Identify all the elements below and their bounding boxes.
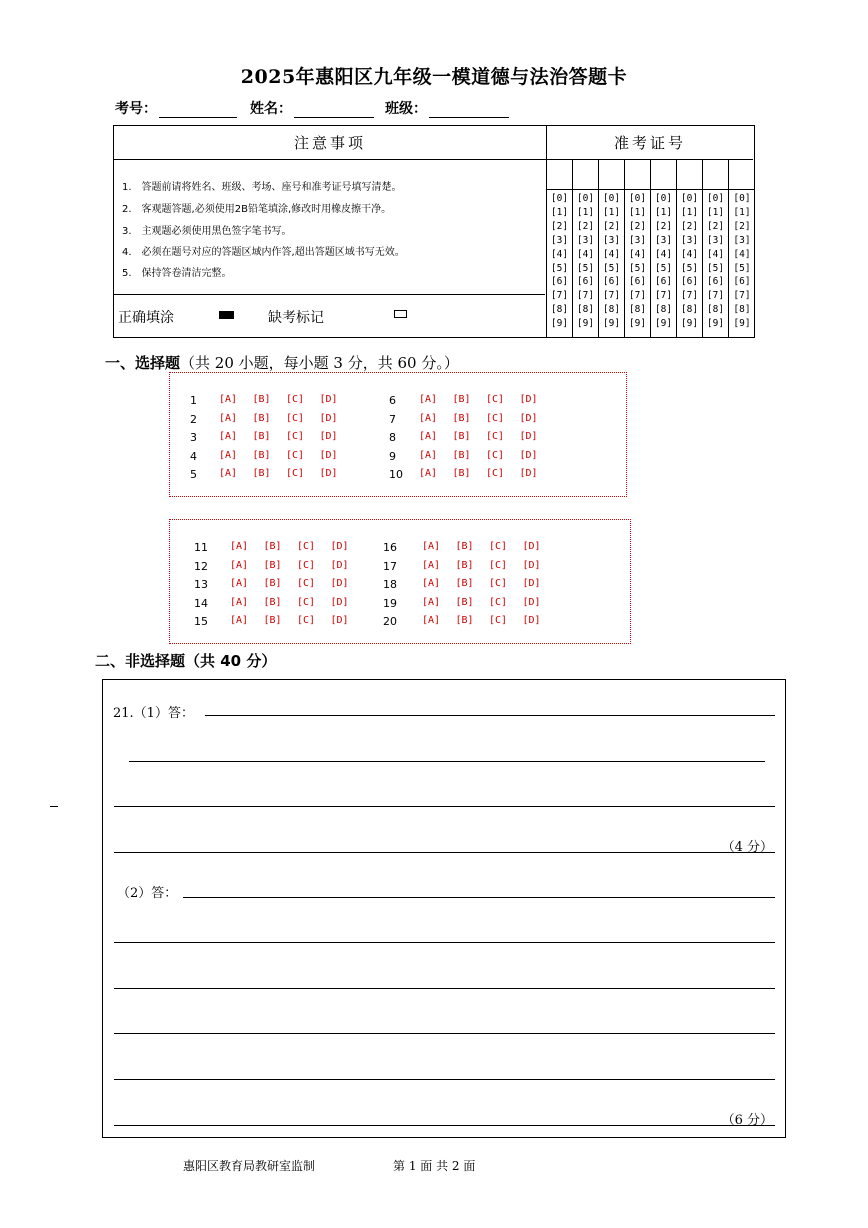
admission-digit-box[interactable] (703, 160, 728, 190)
option-bubble-c[interactable]: [C] (486, 449, 505, 461)
admission-column (677, 160, 703, 337)
option-bubble-b[interactable]: [B] (252, 412, 271, 424)
admission-digit-bubble[interactable]: [1] (576, 206, 595, 218)
option-bubble-d[interactable]: [D] (330, 559, 349, 571)
option-bubble-a[interactable]: [A] (422, 541, 441, 552)
question-number: 16 (383, 541, 397, 554)
exam-no-field[interactable] (115, 98, 237, 118)
name-field[interactable] (250, 98, 374, 118)
admission-digit-bubble[interactable]: [8] (680, 304, 699, 316)
class-label: 班级： (385, 101, 427, 117)
option-bubble-c[interactable]: [C] (489, 559, 508, 571)
page-title: 2025年惠阳区九年级一模道德与法治答题卡 (240, 66, 628, 88)
option-bubble-a[interactable]: [A] (422, 596, 441, 608)
admission-digit-bubble[interactable]: [8] (602, 304, 621, 316)
option-bubble-c[interactable]: [C] (286, 394, 305, 405)
question-number: 6 (389, 394, 396, 407)
question-number: 3 (190, 431, 197, 444)
admission-digit-bubble[interactable]: [6] (628, 276, 647, 288)
admission-digit-bubble[interactable]: [0] (733, 193, 751, 204)
answer-line[interactable] (114, 1079, 775, 1080)
admission-digit-bubble[interactable]: [6] (706, 276, 725, 288)
admission-digit-bubble[interactable]: [0] (706, 193, 725, 204)
question-number: 9 (389, 449, 396, 463)
choice-block-1 (169, 372, 627, 497)
option-bubble-b[interactable]: [B] (452, 449, 471, 461)
question-number: 2 (190, 412, 197, 426)
option-bubble-a[interactable]: [A] (219, 431, 238, 442)
option-bubble-c[interactable]: [C] (489, 541, 508, 552)
option-bubble-d[interactable]: [D] (522, 615, 541, 626)
admission-grid (547, 160, 753, 337)
answer-line[interactable] (114, 1125, 775, 1126)
admission-digit-bubble[interactable]: [8] (550, 304, 569, 316)
admission-digit-bubble[interactable]: [1] (733, 206, 751, 218)
option-bubble-c[interactable]: [C] (297, 578, 316, 589)
question-number: 20 (383, 615, 397, 628)
admission-digit-bubble[interactable]: [9] (733, 318, 751, 330)
question-number: 14 (194, 596, 208, 610)
footer-issuer: 惠阳区教育局教研室监制 (183, 1159, 316, 1173)
note-item: 3. 主观题必须使用黑色签字笔书写。 (122, 226, 292, 237)
admission-digit-bubble[interactable]: [4] (602, 248, 621, 260)
option-bubble-b[interactable]: [B] (252, 468, 271, 479)
option-bubble-b[interactable]: [B] (455, 596, 474, 608)
note-item: 1. 答题前请将姓名、班级、考场、座号和准考证号填写清楚。 (122, 182, 402, 193)
admission-digit-bubble[interactable]: [9] (602, 318, 621, 330)
admission-digit-bubble[interactable]: [2] (550, 220, 569, 232)
footer-page: 第 1 面 共 2 面 (393, 1159, 476, 1173)
section1-note: （共 20 小题，每小题 3 分，共 60 分。） (180, 354, 459, 372)
option-bubble-d[interactable]: [D] (522, 541, 541, 552)
option-bubble-b[interactable]: [B] (452, 431, 471, 442)
admission-digit-bubble[interactable]: [5] (706, 262, 725, 274)
admission-digit-bubble[interactable]: [5] (733, 262, 751, 274)
option-bubble-b[interactable]: [B] (263, 578, 282, 589)
admission-digit-bubble[interactable]: [7] (628, 290, 647, 302)
q21-2-label: （2）答： (117, 886, 178, 901)
question-number: 18 (383, 578, 397, 591)
option-bubble-c[interactable]: [C] (286, 412, 305, 424)
admission-digit-box[interactable] (729, 160, 755, 190)
admission-column (729, 160, 755, 337)
correct-fill-label: 正确填涂 (118, 310, 174, 326)
absent-mark-checkbox[interactable] (394, 310, 407, 318)
question-number: 15 (194, 615, 208, 628)
q21-1-label: 21.（1）答： (113, 706, 194, 721)
admission-digit-bubble[interactable]: [5] (576, 262, 595, 274)
admission-digit-bubble[interactable]: [2] (602, 220, 621, 232)
admission-digit-bubble[interactable]: [7] (550, 290, 569, 302)
answer-line[interactable] (114, 988, 775, 989)
admission-digit-bubble[interactable]: [3] (706, 234, 725, 246)
admission-digit-bubble[interactable]: [6] (733, 276, 751, 288)
notes-panel (114, 126, 547, 337)
admission-digit-box[interactable] (677, 160, 702, 190)
fill-legend (114, 294, 545, 337)
admission-digit-bubble[interactable]: [0] (602, 193, 621, 204)
admission-digit-bubble[interactable]: [8] (733, 304, 751, 316)
q21-1-score: （4 分） (721, 840, 773, 855)
admission-digit-bubble[interactable]: [3] (680, 234, 699, 246)
choice-block-2 (169, 519, 631, 644)
option-bubble-b[interactable]: [B] (452, 394, 471, 405)
name-label: 姓名： (250, 101, 292, 117)
option-bubble-a[interactable]: [A] (230, 559, 249, 571)
admission-digit-bubble[interactable]: [2] (654, 220, 673, 232)
option-bubble-b[interactable]: [B] (452, 468, 471, 479)
admission-digit-bubble[interactable]: [3] (576, 234, 595, 246)
answer-line[interactable] (114, 852, 775, 853)
admission-digit-box[interactable] (547, 160, 572, 190)
admission-digit-bubble[interactable]: [7] (706, 290, 725, 302)
option-bubble-a[interactable]: [A] (219, 468, 238, 479)
admission-digit-bubble[interactable]: [3] (733, 234, 751, 246)
question-number: 1 (190, 394, 197, 407)
option-bubble-d[interactable]: [D] (519, 431, 538, 442)
admission-digit-bubble[interactable]: [2] (628, 220, 647, 232)
admission-digit-bubble[interactable]: [1] (628, 206, 647, 218)
admission-column (573, 160, 599, 337)
admission-digit-bubble[interactable]: [3] (654, 234, 673, 246)
admission-digit-bubble[interactable]: [0] (628, 193, 647, 204)
answer-line[interactable] (114, 942, 775, 943)
option-bubble-d[interactable]: [D] (522, 578, 541, 589)
admission-digit-bubble[interactable]: [1] (602, 206, 621, 218)
admission-digit-bubble[interactable]: [4] (654, 248, 673, 260)
question-number: 10 (389, 468, 403, 481)
admission-digit-bubble[interactable]: [4] (576, 248, 595, 260)
question-number: 13 (194, 578, 208, 591)
admission-digit-bubble[interactable]: [6] (602, 276, 621, 288)
option-bubble-c[interactable]: [C] (489, 615, 508, 626)
option-bubble-d[interactable]: [D] (519, 449, 538, 461)
note-item: 4. 必须在题号对应的答题区域内作答,超出答题区域书写无效。 (122, 247, 405, 258)
option-bubble-d[interactable]: [D] (522, 559, 541, 571)
admission-digit-bubble[interactable]: [1] (706, 206, 725, 218)
option-bubble-d[interactable]: [D] (330, 596, 349, 608)
admission-digit-bubble[interactable]: [7] (733, 290, 751, 302)
admission-digit-bubble[interactable]: [6] (550, 276, 569, 288)
answer-box-21 (102, 679, 786, 1138)
name-line (294, 103, 374, 118)
option-bubble-a[interactable]: [A] (422, 578, 441, 589)
option-bubble-d[interactable]: [D] (319, 412, 338, 424)
admission-digit-bubble[interactable]: [3] (602, 234, 621, 246)
answer-line[interactable] (205, 715, 775, 716)
admission-column (547, 160, 573, 337)
option-bubble-d[interactable]: [D] (319, 449, 338, 461)
option-bubble-d[interactable]: [D] (330, 615, 349, 626)
margin-mark (50, 806, 58, 807)
admission-digit-bubble[interactable]: [0] (576, 193, 595, 204)
answer-line[interactable] (183, 897, 775, 898)
question-number: 19 (383, 596, 397, 610)
option-bubble-c[interactable]: [C] (297, 596, 316, 608)
admission-digit-bubble[interactable]: [5] (628, 262, 647, 274)
option-bubble-a[interactable]: [A] (419, 431, 438, 442)
admission-digit-box[interactable] (573, 160, 598, 190)
admission-column (703, 160, 729, 337)
admission-digit-bubble[interactable]: [8] (654, 304, 673, 316)
admission-digit-box[interactable] (625, 160, 650, 190)
option-bubble-c[interactable]: [C] (486, 394, 505, 405)
exam-no-line (159, 103, 237, 118)
option-bubble-d[interactable]: [D] (519, 394, 538, 405)
admission-panel (547, 126, 753, 337)
admission-column (625, 160, 651, 337)
admission-digit-bubble[interactable]: [6] (680, 276, 699, 288)
question-number: 5 (190, 468, 197, 481)
admission-digit-bubble[interactable]: [2] (680, 220, 699, 232)
option-bubble-d[interactable]: [D] (519, 468, 538, 479)
option-bubble-a[interactable]: [A] (419, 394, 438, 405)
option-bubble-c[interactable]: [C] (486, 412, 505, 424)
admission-digit-bubble[interactable]: [3] (550, 234, 569, 246)
option-bubble-b[interactable]: [B] (263, 596, 282, 608)
admission-digit-bubble[interactable]: [9] (628, 318, 647, 330)
admission-digit-bubble[interactable]: [0] (550, 193, 569, 204)
correct-fill-sample (219, 311, 234, 319)
admission-digit-bubble[interactable]: [5] (602, 262, 621, 274)
option-bubble-a[interactable]: [A] (219, 394, 238, 405)
option-bubble-d[interactable]: [D] (522, 596, 541, 608)
admission-digit-bubble[interactable]: [2] (576, 220, 595, 232)
admission-digit-bubble[interactable]: [0] (654, 193, 673, 204)
admission-digit-bubble[interactable]: [4] (706, 248, 725, 260)
option-bubble-b[interactable]: [B] (452, 412, 471, 424)
question-number: 12 (194, 559, 208, 573)
notes-heading: 注意事项 (114, 126, 546, 160)
option-bubble-b[interactable]: [B] (455, 615, 474, 626)
option-bubble-c[interactable]: [C] (489, 596, 508, 608)
admission-digit-bubble[interactable]: [4] (628, 248, 647, 260)
admission-digit-bubble[interactable]: [7] (602, 290, 621, 302)
option-bubble-d[interactable]: [D] (319, 394, 338, 405)
option-bubble-c[interactable]: [C] (297, 559, 316, 571)
admission-digit-bubble[interactable]: [9] (576, 318, 595, 330)
admission-digit-bubble[interactable]: [7] (576, 290, 595, 302)
option-bubble-d[interactable]: [D] (330, 541, 349, 552)
admission-digit-bubble[interactable]: [1] (654, 206, 673, 218)
question-number: 8 (389, 431, 396, 444)
admission-digit-bubble[interactable]: [5] (654, 262, 673, 274)
admission-column (651, 160, 677, 337)
admission-digit-bubble[interactable]: [8] (576, 304, 595, 316)
admission-digit-bubble[interactable]: [2] (706, 220, 725, 232)
admission-digit-bubble[interactable]: [8] (628, 304, 647, 316)
option-bubble-a[interactable]: [A] (230, 596, 249, 608)
admission-digit-bubble[interactable]: [5] (680, 262, 699, 274)
admission-digit-bubble[interactable]: [5] (550, 262, 569, 274)
option-bubble-c[interactable]: [C] (486, 431, 505, 442)
option-bubble-a[interactable]: [A] (230, 578, 249, 589)
admission-digit-bubble[interactable]: [9] (550, 318, 569, 330)
admission-digit-bubble[interactable]: [3] (628, 234, 647, 246)
option-bubble-a[interactable]: [A] (422, 615, 441, 626)
option-bubble-c[interactable]: [C] (286, 431, 305, 442)
admission-digit-bubble[interactable]: [4] (550, 248, 569, 260)
option-bubble-d[interactable]: [D] (319, 468, 338, 479)
note-item: 2. 客观题答题,必须使用2B铅笔填涂,修改时用橡皮擦干净。 (122, 204, 392, 215)
admission-digit-bubble[interactable]: [6] (576, 276, 595, 288)
note-item: 5. 保持答卷清洁完整。 (122, 268, 232, 279)
admission-digit-bubble[interactable]: [7] (680, 290, 699, 302)
option-bubble-d[interactable]: [D] (330, 578, 349, 589)
option-bubble-a[interactable]: [A] (419, 449, 438, 461)
option-bubble-b[interactable]: [B] (455, 541, 474, 552)
option-bubble-a[interactable]: [A] (230, 615, 249, 626)
option-bubble-a[interactable]: [A] (219, 412, 238, 424)
admission-digit-bubble[interactable]: [9] (706, 318, 725, 330)
section2-heading: 二、非选择题（共 40 分） (95, 652, 277, 670)
option-bubble-c[interactable]: [C] (286, 468, 305, 479)
answer-line[interactable] (114, 806, 775, 807)
option-bubble-b[interactable]: [B] (252, 449, 271, 461)
admission-digit-bubble[interactable]: [0] (680, 193, 699, 204)
admission-heading: 准考证号 (547, 126, 753, 160)
answer-line[interactable] (129, 761, 765, 762)
exam-no-label: 考号： (115, 101, 157, 117)
question-number: 17 (383, 559, 397, 573)
option-bubble-a[interactable]: [A] (422, 559, 441, 571)
admission-digit-box[interactable] (599, 160, 624, 190)
class-field[interactable] (385, 98, 509, 118)
option-bubble-b[interactable]: [B] (263, 541, 282, 552)
option-bubble-b[interactable]: [B] (252, 394, 271, 405)
option-bubble-a[interactable]: [A] (219, 449, 238, 461)
option-bubble-b[interactable]: [B] (455, 578, 474, 589)
option-bubble-b[interactable]: [B] (455, 559, 474, 571)
section1-heading (105, 352, 459, 373)
absent-mark-label: 缺考标记 (268, 310, 324, 326)
option-bubble-a[interactable]: [A] (419, 468, 438, 479)
option-bubble-c[interactable]: [C] (489, 578, 508, 589)
q21-2-score: （6 分） (721, 1113, 773, 1128)
question-number: 11 (194, 541, 208, 554)
question-number: 7 (389, 412, 396, 426)
admission-digit-bubble[interactable]: [7] (654, 290, 673, 302)
option-bubble-d[interactable]: [D] (519, 412, 538, 424)
option-bubble-b[interactable]: [B] (263, 615, 282, 626)
option-bubble-a[interactable]: [A] (230, 541, 249, 552)
answer-line[interactable] (114, 1033, 775, 1034)
admission-digit-box[interactable] (651, 160, 676, 190)
admission-digit-bubble[interactable]: [1] (550, 206, 569, 218)
option-bubble-b[interactable]: [B] (252, 431, 271, 442)
class-line (429, 103, 509, 118)
admission-digit-bubble[interactable]: [9] (654, 318, 673, 330)
admission-digit-bubble[interactable]: [8] (706, 304, 725, 316)
admission-digit-bubble[interactable]: [9] (680, 318, 699, 330)
admission-digit-bubble[interactable]: [1] (680, 206, 699, 218)
option-bubble-c[interactable]: [C] (297, 615, 316, 626)
admission-digit-bubble[interactable]: [4] (680, 248, 699, 260)
option-bubble-c[interactable]: [C] (286, 449, 305, 461)
option-bubble-c[interactable]: [C] (486, 468, 505, 479)
option-bubble-c[interactable]: [C] (297, 541, 316, 552)
option-bubble-d[interactable]: [D] (319, 431, 338, 442)
header-box (113, 125, 755, 338)
option-bubble-b[interactable]: [B] (263, 559, 282, 571)
admission-column (599, 160, 625, 337)
question-number: 4 (190, 449, 197, 463)
admission-digit-bubble[interactable]: [6] (654, 276, 673, 288)
option-bubble-a[interactable]: [A] (419, 412, 438, 424)
admission-digit-bubble[interactable]: [2] (733, 220, 751, 232)
admission-digit-bubble[interactable]: [4] (733, 248, 751, 260)
section1-title: 一、选择题 (105, 354, 181, 372)
